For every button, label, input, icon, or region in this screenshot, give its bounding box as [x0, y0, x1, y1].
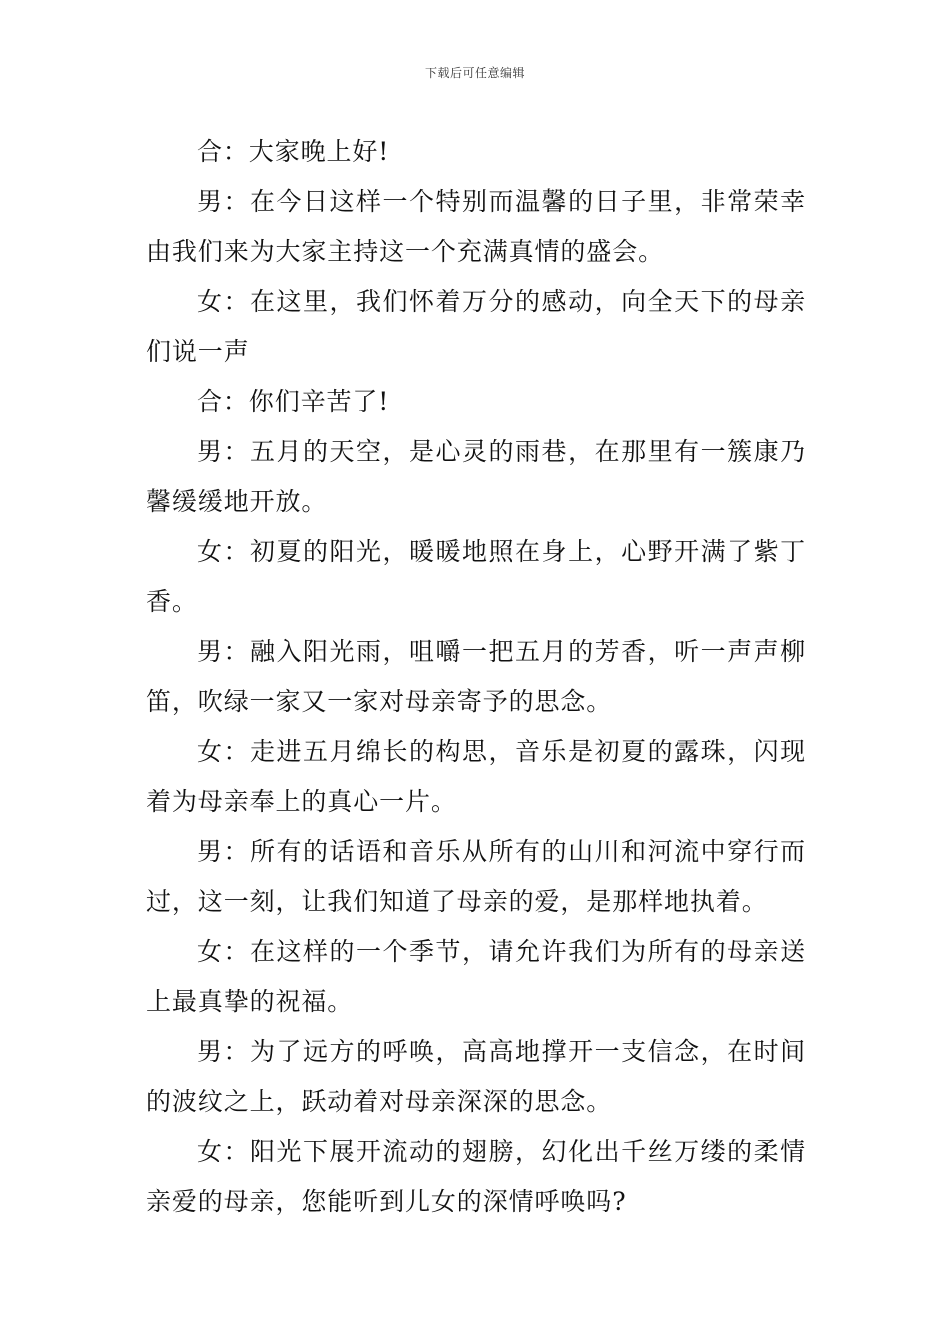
page-header: 下载后可任意编辑 [424, 66, 525, 80]
paragraph-7: 男：融入阳光雨，咀嚼一把五月的芳香，听一声声柳笛，吹绿一家又一家对母亲寄予的思念。 [146, 637, 806, 716]
paragraph-11: 男：为了远方的呼唤，高高地撑开一支信念，在时间的波纹之上，跃动着对母亲深深的思念。 [146, 1037, 806, 1116]
paragraph-3: 女：在这里，我们怀着万分的感动，向全天下的母亲们说一声 [146, 287, 806, 366]
paragraph-9: 男：所有的话语和音乐从所有的山川和河流中穿行而过，这一刻，让我们知道了母亲的爱，是那样地执着。 [146, 837, 806, 916]
paragraph-5: 男：五月的天空，是心灵的雨巷，在那里有一簇康乃馨缓缓地开放。 [146, 437, 806, 516]
paragraph-6: 女：初夏的阳光，暖暖地照在身上，心野开满了紫丁香。 [146, 537, 806, 616]
paragraph-1: 合：大家晚上好! [197, 137, 390, 166]
paragraph-12: 女：阳光下展开流动的翅膀，幻化出千丝万缕的柔情亲爱的母亲，您能听到儿女的深情呼唤吗? [146, 1137, 806, 1216]
paragraph-8: 女：走进五月绵长的构思，音乐是初夏的露珠，闪现着为母亲奉上的真心一片。 [146, 737, 806, 816]
paragraph-2: 男：在今日这样一个特别而温馨的日子里，非常荣幸由我们来为大家主持这一个充满真情的盛会。 [146, 187, 806, 266]
script-body [146, 127, 806, 1227]
paragraph-10: 女：在这样的一个季节，请允许我们为所有的母亲送上最真挚的祝福。 [146, 937, 806, 1016]
paragraph-4: 合：你们辛苦了! [197, 387, 390, 416]
